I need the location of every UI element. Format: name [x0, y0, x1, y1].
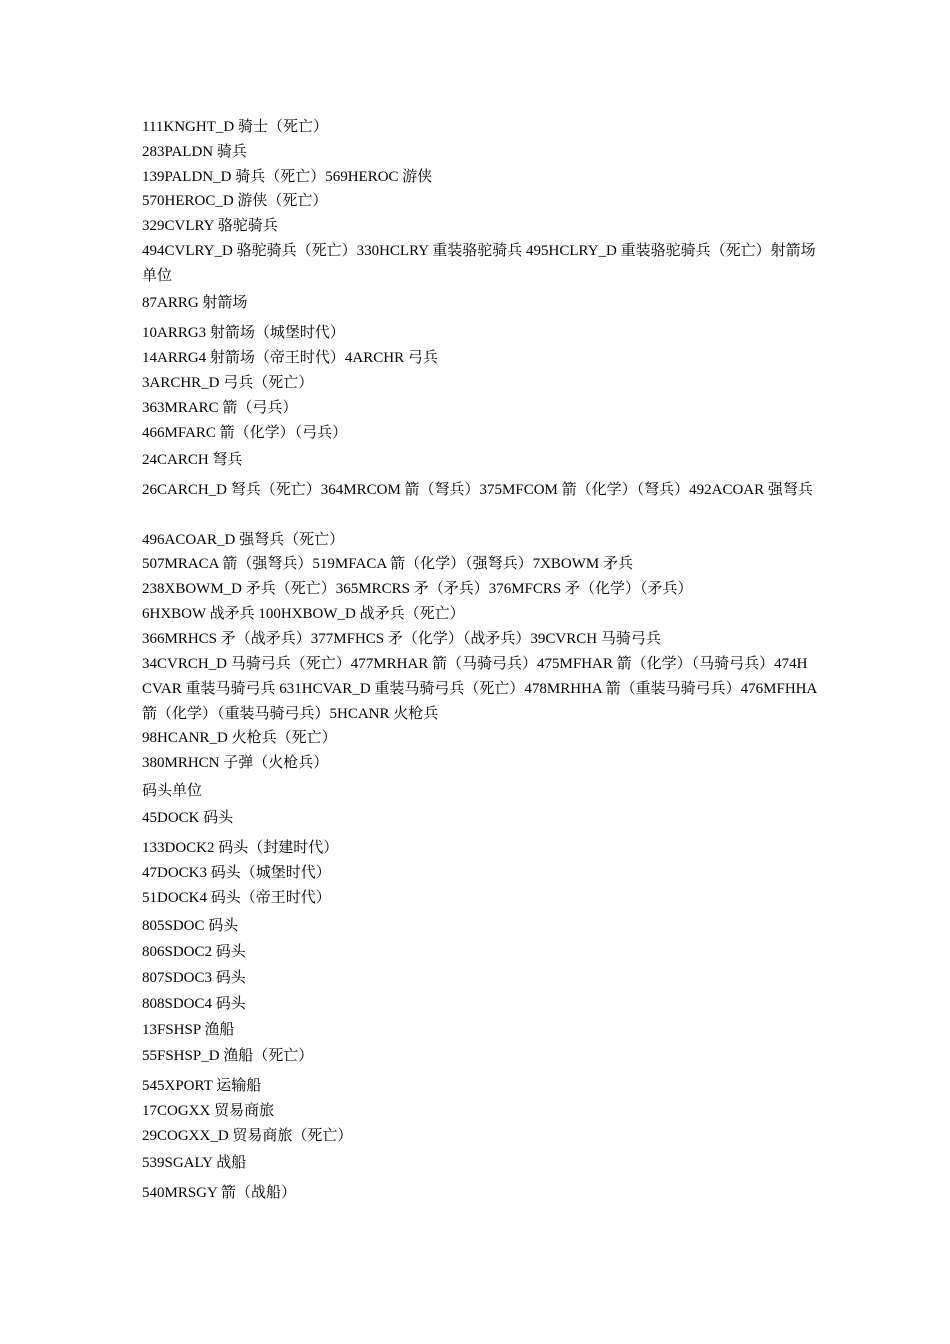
- text-line: 10ARRG3 射箭场（城堡时代）: [142, 325, 345, 341]
- text-line: 98HCANR_D 火枪兵（死亡）: [142, 730, 337, 746]
- text-line: 3ARCHR_D 弓兵（死亡）: [142, 375, 314, 391]
- text-line: 45DOCK 码头: [142, 810, 234, 826]
- text-line: 139PALDN_D 骑兵（死亡）569HEROC 游侠: [142, 169, 433, 185]
- text-line: 494CVLRY_D 骆驼骑兵（死亡）330HCLRY 重装骆驼骑兵 495HCLRY_D 重装骆驼骑兵（死亡）射箭场单位: [142, 243, 816, 284]
- text-line: 133DOCK2 码头（封建时代）: [142, 840, 339, 856]
- text-line: 805SDOC 码头: [142, 918, 239, 934]
- text-line: 807SDOC3 码头: [142, 970, 246, 986]
- text-line: 366MRHCS 矛（战矛兵）377MFHCS 矛（化学）（战矛兵）39CVRCH 马骑弓兵: [142, 631, 661, 647]
- text-line: 34CVRCH_D 马骑弓兵（死亡）477MRHAR 箭（马骑弓兵）475MFHAR 箭（化学）（马骑弓兵）474HCVAR 重装马骑弓兵 631HCVAR_D 重装马骑弓兵（死亡）478MRHHA 箭（重装马骑弓兵）476MFHHA 箭（化学）（重装马骑弓兵）5HCANR 火枪兵: [142, 656, 817, 722]
- text-line: 283PALDN 骑兵: [142, 144, 247, 160]
- text-line: 496ACOAR_D 强弩兵（死亡）: [142, 532, 345, 548]
- text-line: 363MRARC 箭（弓兵）: [142, 400, 298, 416]
- text-line: 380MRHCN 子弹（火枪兵）: [142, 755, 329, 771]
- text-line: 806SDOC2 码头: [142, 944, 246, 960]
- text-line: 329CVLRY 骆驼骑兵: [142, 218, 278, 234]
- text-line: 808SDOC4 码头: [142, 996, 246, 1012]
- text-line: 55FSHSP_D 渔船（死亡）: [142, 1048, 314, 1064]
- text-line: 539SGALY 战船: [142, 1155, 247, 1171]
- section-heading: 码头单位: [142, 783, 203, 799]
- text-line: 17COGXX 贸易商旅: [142, 1103, 275, 1119]
- text-line: 111KNGHT_D 骑士（死亡）: [142, 119, 328, 135]
- text-line: 24CARCH 弩兵: [142, 452, 243, 468]
- text-line: 6HXBOW 战矛兵 100HXBOW_D 战矛兵（死亡）: [142, 606, 465, 622]
- text-line: 545XPORT 运输船: [142, 1078, 262, 1094]
- text-line: 14ARRG4 射箭场（帝王时代）4ARCHR 弓兵: [142, 350, 438, 366]
- text-line: 51DOCK4 码头（帝王时代）: [142, 890, 331, 906]
- text-line: 507MRACA 箭（强弩兵）519MFACA 箭（化学）（强弩兵）7XBOWM 矛兵: [142, 556, 634, 572]
- text-line: 570HEROC_D 游侠（死亡）: [142, 193, 328, 209]
- text-line: 466MFARC 箭（化学）（弓兵）: [142, 425, 348, 441]
- text-line: 13FSHSP 渔船: [142, 1022, 235, 1038]
- text-line: 29COGXX_D 贸易商旅（死亡）: [142, 1128, 353, 1144]
- text-line: 87ARRG 射箭场: [142, 295, 248, 311]
- text-line: 26CARCH_D 弩兵（死亡）364MRCOM 箭（弩兵）375MFCOM 箭（化学）（弩兵）492ACOAR 强弩兵: [142, 482, 813, 498]
- text-line: 238XBOWM_D 矛兵（死亡）365MRCRS 矛（矛兵）376MFCRS 矛（化学）（矛兵）: [142, 581, 693, 597]
- text-line: 540MRSGY 箭（战船）: [142, 1185, 297, 1201]
- text-line: 47DOCK3 码头（城堡时代）: [142, 865, 331, 881]
